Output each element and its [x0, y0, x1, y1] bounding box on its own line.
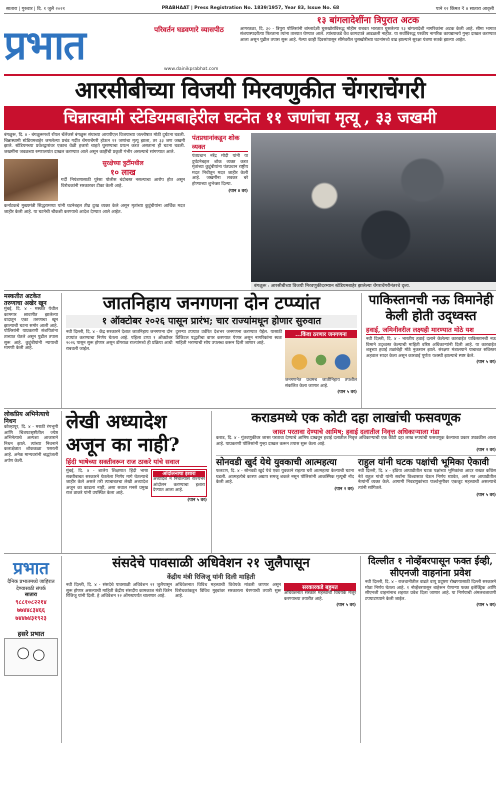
parliament-text-2: अधिवेशनात विविध महत्त्वाची विधेयके मांडली जाणार असून विरोधकांकडून विविध मुद्द्यांवर सरकारला घेरण्याची तयारी सुरू आहे. [175, 583, 281, 600]
parliament-story [62, 556, 361, 743]
pakistan-story [362, 293, 496, 408]
census-text-1: नवी दिल्ली, दि. ४ - केंद्र सरकारने देशात जातनिहाय जनगणना दोन टप्प्यांत करण्याचा निर्णय घेतला आहे. पहिला टप्पा १ ऑक्टोबर २०२६ पासून सुरू होणार असून डोंगराळ राज्यांमध्ये ही प्रक्रिया आधी राबवली जाईल. [66, 330, 173, 352]
lead-story-text [4, 133, 189, 290]
side-story-2-title[interactable]: लोकप्रिय अभिनेत्याचे निधन [4, 411, 50, 425]
prabhat-logo[interactable] [4, 14, 154, 72]
continued-link[interactable]: (पान २ वर) [476, 448, 496, 454]
ordinance-infobox [151, 469, 207, 497]
side-story-2 [4, 411, 62, 553]
parliament-infobox-title: सरकारकडे बहुमत [284, 583, 356, 591]
side-story-title[interactable]: मस्कतीत अटकेत तरुणाचा अखेर खून [4, 293, 47, 307]
website-link[interactable]: www.dainikprabhat.com [164, 67, 219, 72]
parliament-text-1: नवी दिल्ली, दि. ४ - संसदेचे पावसाळी अधिवेशन २१ जुलैपासून सुरू होणार असल्याची माहिती केंद्रीय संसदीय कामकाज मंत्री किरेन रिजिजू यांनी दिली. हे अधिवेशन १२ ऑगस्टपर्यंत चालणार आहे. [66, 583, 172, 600]
infobox-title: सुरक्षेच्या त्रुटींमधील [102, 160, 144, 168]
census-infobox-text: जनगणनेत प्रथमच जातीनिहाय तपशील संकलित केला जाणार आहे. [285, 378, 357, 389]
side-story [4, 293, 62, 408]
rahul-headline[interactable]: राहुल यांनी घटक पक्षांची भूमिका ऐकावी [358, 458, 489, 469]
crowd-photo [251, 133, 496, 290]
cartoon-image [4, 638, 58, 676]
condolence-title: पंतप्रधानांकडून शोक व्यक्त [192, 133, 248, 152]
ordinance-text: मुंबई, दि. ४ - शालेय शिक्षणात हिंदी भाषा सक्तीबाबत सरकारने घेतलेला निर्णय मागे घेतल्याचे जाहीर केले असले तरी त्याबाबतचा लेखी अध्यादेश अजून का काढला नाही, असा सवाल मनसे प्रमुख राज ठाकरे यांनी उपस्थित केला आहे. [66, 469, 148, 497]
continued-link[interactable]: (पान ५ वर) [337, 390, 357, 396]
sonawadi-text: फलटण, दि. ४ - सोनवडी खुर्द येथे एका युवकाने राहत्या घरी आत्महत्या केल्याची घटना घडली. आत्महत्येचे कारण अद्याप समजू शकले नसून पोलिसांनी आकस्मिक मृत्यूची नोंद केली आहे. [216, 469, 354, 486]
top-strip [4, 4, 496, 14]
ad-city: सातारा [24, 592, 38, 598]
continued-link[interactable]: (पान ४ वर) [228, 188, 248, 194]
continued-link[interactable]: (पान ५ वर) [336, 603, 356, 609]
karad-block [212, 411, 496, 553]
sonawadi-story [216, 458, 354, 497]
census-story [62, 293, 362, 408]
continued-link[interactable]: (पान ५ वर) [476, 360, 496, 366]
advertisement[interactable] [4, 556, 62, 743]
karad-text: कराड, दि. ४ - गुंतवणुकीवर जास्त परतावा देण्याचे आमिष दाखवून हवाई दलातील निवृत्त अधिकाऱ्याची एक कोटी दहा लाख रुपयांची फसवणूक केल्याचा प्रकार उघडकीस आला आहे. याप्रकरणी पोलिसांनी गुन्हा दाखल करून तपास सुरू केला आहे. [216, 436, 496, 447]
census-text-2: दुसऱ्या टप्प्यात उर्वरित देशभर जनगणना करण्यात येईल. यासाठी डिजिटल पद्धतीचा वापर करण्यात येणार असून नागरिकांना स्वतः माहिती भरण्याची सोय उपलब्ध करून दिली जाणार आहे. [175, 330, 282, 347]
delhi-headline[interactable]: दिल्लीत १ नोव्हेंबरपासून फक्त ईव्ही, सीएनजी वाहनांना प्रवेश [368, 556, 493, 579]
infobox-text: गर्दी नियंत्रणासाठी पुरेसा पोलीस बंदोबस्त नसल्याचा आरोप होत असून विरोधकांनी सरकारवर टीका केली आहे. [61, 178, 185, 189]
ordinance-headline[interactable]: लेखी अध्यादेश अजून का नाही? [66, 411, 180, 456]
ad-phone-3[interactable]: ७४४७४३१९२३ [15, 614, 47, 622]
lead-paragraph: बंगळुरू, दि. ४ - बंगळुरूमध्ये रॉयल चॅलेंजर्स बंगळुरू संघाच्या आयपीएल विजयाच्या जल्लोषात मोठी दुर्घटना घडली. चिन्नास्वामी स्टेडियमबाहेर जमलेल्या प्रचंड गर्दीत चेंगराचेंगरी होऊन ११ जणांचा मृत्यू झाला, तर ३३ जण जखमी झाले. स्टेडियमच्या प्रवेशद्वारांवर एकाच वेळी हजारो चाहते घुसण्याचा प्रयत्न करत असताना ही घटना घडली. जखमींना जवळच्या रुग्णालयांत दाखल करण्यात आले असून काहींची प्रकृती गंभीर असल्याचे सांगण्यात आले. [4, 133, 185, 155]
logo-text: प्रभात [4, 21, 86, 69]
cartoon-title: हसरे प्रभात [17, 629, 45, 638]
ad-phone-2[interactable]: ७७४४८३४६६ [16, 606, 46, 614]
parliament-subheadline: केंद्रीय मंत्री रिजिजू यांनी दिली माहिती [166, 573, 256, 581]
main-headline[interactable]: आरसीबीच्या विजयी मिरवणुकीत चेंगराचेंगरी [74, 77, 426, 104]
newspaper-page [4, 4, 496, 793]
census-infobox [285, 330, 357, 395]
infobox-figure: १० लाख [110, 167, 136, 178]
photo-caption: बंगळुरू : आरसीबीच्या विजयी मिरवणुकीदरम्यान स्टेडियमबाहेर झालेल्या चेंगराचेंगरीनंतरचे दृश्य. [251, 282, 496, 290]
inset-photo [4, 159, 58, 201]
census-headline[interactable]: जातनिहाय जनगणना दोन टप्प्यांत [102, 293, 321, 314]
top-news-text: आगरतळा, दि. ३० - त्रिपुरा पोलिसांनी बांग्लादेशी घुसखोरांविरुद्ध मोहीम राबवत भारतात घुसलेल्या १३ बांगलादेशी नागरिकांना अटक केली आहे. सीमा भागात संशयास्पदरीत्या फिरताना त्यांना ताब्यात घेण्यात आले. त्यांच्याकडे वैध कागदपत्रे आढळली नाहीत. या सर्वांविरुद्ध परकीय नागरिक कायद्यान्वये गुन्हा दाखल करण्यात आला असून पुढील तपास सुरू आहे. गेल्या काही दिवसांपासून सीमेवरील घुसखोरीच्या घटनांमध्ये वाढ झाल्याने सुरक्षा यंत्रणा सतर्क झाल्या आहेत. [240, 27, 496, 43]
rahul-text: नवी दिल्ली, दि. ४ - इंडिया आघाडीतील घटक पक्षांच्या भूमिकांचा आदर राखत काँग्रेस नेते राहुल गांधी यांनी सर्वांना विश्वासात घेऊन निर्णय घ्यावेत, असे मत आघाडीतील नेत्यांनी व्यक्त केले. आगामी निवडणुकांच्या पार्श्वभूमीवर एकजूट महत्त्वाची असल्याचे त्यांनी सांगितले. [358, 469, 496, 491]
ordinance-infobox-title: आंदोलनाचा इशारा [153, 471, 205, 477]
census-illustration [285, 338, 357, 378]
masthead [4, 14, 496, 76]
pakistan-text: नवी दिल्ली, दि. ४ - भारतीय हवाई दलाने केलेल्या कारवाईत पाकिस्तानची नऊ विमाने उद्ध्वस्त केल्याची माहिती वरिष्ठ अधिकाऱ्यांनी दिली आहे. या कारवाईत शत्रूच्या हवाई तळांचेही मोठे नुकसान झाले. संरक्षण मंत्रालयाने याबाबत सविस्तर अहवाल सादर केला असून कारवाई पूर्णतः यशस्वी झाल्याचे स्पष्ट केले. [366, 337, 496, 359]
delhi-text: नवी दिल्ली, दि. ४ - राजधानीतील वाढते वायू प्रदूषण रोखण्यासाठी दिल्ली सरकारने मोठा निर्णय घेतला आहे. १ नोव्हेंबरपासून बाहेरून येणाऱ्या फक्त इलेक्ट्रिक आणि सीएनजी वाहनांनाच शहरात प्रवेश दिला जाणार आहे. या निर्णयाची अंमलबजावणी टप्प्याटप्प्याने केली जाईल. [365, 580, 496, 602]
pakistan-subheadline: हवाई, जमिनीवरील लक्ष्यही मारण्यात मोठे यश [366, 325, 496, 335]
lead-paragraph-2: कर्नाटकचे मुख्यमंत्री सिद्धरामय्या यांनी घटनेबद्दल तीव्र दुःख व्यक्त केले असून मृतांच्या कुटुंबीयांना आर्थिक मदत जाहीर केली आहे. या घटनेची चौकशी करण्याचे आदेश देण्यात आले आहेत. [4, 204, 185, 215]
ordinance-story [62, 411, 212, 553]
sonawadi-headline[interactable]: सोनवडी खुर्द येथे युवकाची आत्महत्या [216, 458, 337, 469]
ad-text: दैनिक प्रभातमध्ये जाहिरात देण्यासाठी संपर्क [7, 579, 55, 592]
side-story-text: मुंबई, दि. ४ - मस्कत येथील कामगार छावणीत झालेल्या वादातून एका तरुणाचा खून झाल्याची घटना समोर आली आहे. पोलिसांनी याप्रकरणी संशयितांना ताब्यात घेतले असून पुढील तपास सुरू आहे. कुटुंबीयांनी न्यायाची मागणी केली आहे. [4, 307, 58, 352]
karad-headline[interactable]: कराडमध्ये एक कोटी दहा लाखांची फसवणूक [251, 411, 461, 426]
continued-link[interactable]: (पान ५ वर) [476, 492, 496, 498]
side-story-2-text: कोल्हापूर, दि. ४ - मराठी रंगभूमी आणि चित्रपटसृष्टीतील ज्येष्ठ अभिनेत्याचे अल्पशा आजाराने निधन झाले. त्यांच्या निधनाने कलाक्षेत्रात शोककळा पसरली आहे. अनेक मान्यवरांनी श्रद्धांजली अर्पण केली. [4, 425, 58, 464]
top-news-title[interactable]: १३ बांगलादेशींना त्रिपुरात अटक [316, 16, 420, 26]
condolence-box [189, 133, 251, 290]
registration-info: PRABHAAT | Press Registration No. 1839/1957, Year 83, Issue No. 68 [161, 6, 340, 11]
continued-link[interactable]: (पान ५ वर) [476, 603, 496, 609]
condolence-text: पंतप्रधान नरेंद्र मोदी यांनी या दुर्घटनेबद्दल शोक व्यक्त करत मृतांच्या कुटुंबीयांना पंतप्रधान राष्ट्रीय मदत निधीतून मदत जाहीर केली आहे. जखमींना लवकर बरे होण्याच्या शुभेच्छा दिल्या. [192, 154, 248, 187]
parliament-infobox [284, 583, 356, 608]
lead-infobox [4, 159, 185, 201]
second-band [4, 290, 496, 408]
census-subheadline: १ ऑक्टोबर २०२६ पासून प्रारंभ; चार राज्यांमधून होणार सुरुवात [66, 315, 357, 328]
rahul-story [358, 458, 496, 497]
bottom-band [4, 553, 496, 743]
ad-logo: प्रभात [13, 559, 49, 579]
edition-date: सातारा | गुरुवार | दि. १ जुलै २०२१ [6, 6, 66, 12]
top-news [240, 14, 496, 74]
parliament-infobox-text: अधिवेशनात सरकार महत्त्वाची विधेयके मंजूर करण्याच्या तयारीत आहे. [284, 591, 356, 602]
ordinance-infobox-text: अध्यादेश न निघाल्यास राज्यभर आंदोलन करण्याचा इशारा देण्यात आला आहे. [153, 477, 205, 494]
continued-link[interactable]: (पान २ वर) [334, 486, 354, 492]
lead-story [4, 130, 496, 290]
karad-subheadline: जास्त परतावा देण्याचे आमिष; हवाई दलातील निवृत्त अधिकाऱ्याला गंडा [272, 428, 440, 436]
price-info: पाने १२ किंमत ₹ ४ सातारा आवृत्ती [435, 6, 494, 12]
ordinance-subheadline: हिंदी भाषेच्या सक्तीवरून राज ठाकरे यांचे सवाल [66, 457, 207, 467]
census-infobox-title: ...किंवा ठरणार जनगणना [285, 330, 357, 338]
delhi-story [361, 556, 496, 743]
continued-link[interactable]: (पान ५ वर) [187, 497, 207, 503]
pakistan-headline[interactable]: पाकिस्तानची नऊ विमानेही केली होती उद्ध्वस्त [368, 293, 494, 324]
parliament-headline[interactable]: संसदेचे पावसाळी अधिवेशन २१ जुलैपासून [112, 556, 310, 571]
tagline: परिवर्तन घडवणारे व्यासपीठ [154, 25, 224, 34]
ad-phone-1[interactable]: ९८८१०८२२१४ [15, 598, 47, 606]
main-subheadline: चिन्नास्वामी स्टेडियमबाहेरील घटनेत ११ जणांचा मृत्यू , ३३ जखमी [4, 106, 496, 130]
third-band [4, 408, 496, 553]
